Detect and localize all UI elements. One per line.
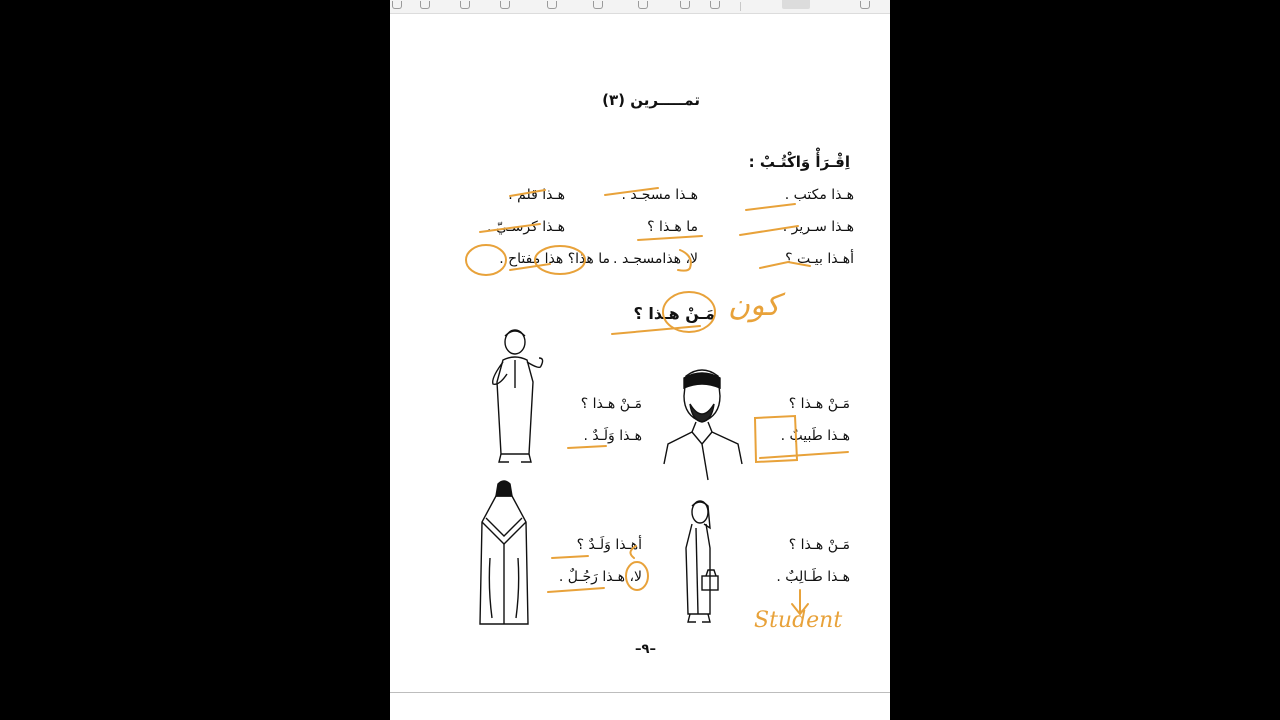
student-question: مَـنْ هـذا ؟: [788, 537, 850, 553]
document-page: [390, 0, 890, 720]
sentence-r3c1: أهـذا بيـت ؟: [785, 251, 854, 267]
lasso-icon[interactable]: [500, 1, 510, 9]
boy-figure: [485, 328, 555, 468]
question-heading: مَـنْ هـذا ؟: [633, 304, 715, 323]
underline-r2c2: [638, 236, 702, 240]
selected-tool-indicator[interactable]: [782, 0, 810, 9]
exercise-title: تمـــــرين (٣): [602, 91, 700, 109]
student-figure: [680, 498, 726, 628]
sentence-r2c1: هـذا سـرير .: [782, 219, 854, 235]
man-answer: لا، هـذا رَجُـلٌ .: [558, 569, 642, 585]
doctor-answer: هـذا طَبيبٌ .: [780, 428, 850, 444]
color-icon[interactable]: [710, 1, 720, 9]
annotation-student: Student: [754, 608, 843, 633]
underline-rajul: [548, 588, 604, 592]
text-icon[interactable]: [593, 1, 603, 9]
sentence-r3c2: لا، هذامسجـد .: [613, 251, 698, 267]
sentence-r1c3: هـذا قلم .: [508, 187, 565, 203]
boy-question: مَـنْ هـذا ؟: [580, 396, 642, 412]
eraser-icon[interactable]: [460, 1, 470, 9]
sentence-r1c2: هـذا مسجـد .: [621, 187, 698, 203]
page-bottom-divider: [390, 692, 890, 693]
annotation-kun: كون: [728, 288, 780, 323]
highlighter-icon[interactable]: [420, 1, 430, 9]
shape-icon[interactable]: [547, 1, 557, 9]
toolbar-divider: [740, 2, 741, 11]
pen-icon[interactable]: [392, 1, 402, 9]
page-number: –٩–: [635, 642, 656, 657]
annotation-toolbar: [390, 0, 890, 14]
sentence-r2c3: هـذا كرسـيّ .: [487, 219, 565, 235]
sentence-r1c1: هـذا مكتب .: [784, 187, 854, 203]
more-icon[interactable]: [860, 1, 870, 9]
instruction-heading: اِقْـرَأْ وَاكْتُـبْ :: [748, 153, 850, 171]
doctor-question: مَـنْ هـذا ؟: [788, 396, 850, 412]
underline-walad: [568, 446, 606, 448]
underline-walad-2: [552, 556, 588, 558]
sentence-r3c3: ما هذا؟ هذا مفتاح .: [499, 251, 610, 267]
man-figure: [476, 478, 532, 628]
boy-answer: هـذا وَلَـدٌ .: [583, 428, 642, 444]
image-icon[interactable]: [638, 1, 648, 9]
man-question: أهـذا وَلَـدٌ ؟: [576, 537, 642, 553]
sentence-r2c2: ما هـذا ؟: [647, 219, 698, 235]
underline-question: [612, 326, 700, 334]
underline-tabib: [760, 452, 848, 458]
underline-r1c1: [746, 204, 795, 210]
student-answer: هـذا طَـالِبٌ .: [776, 569, 850, 585]
undo-icon[interactable]: [680, 1, 690, 9]
doctor-figure: [662, 364, 747, 482]
